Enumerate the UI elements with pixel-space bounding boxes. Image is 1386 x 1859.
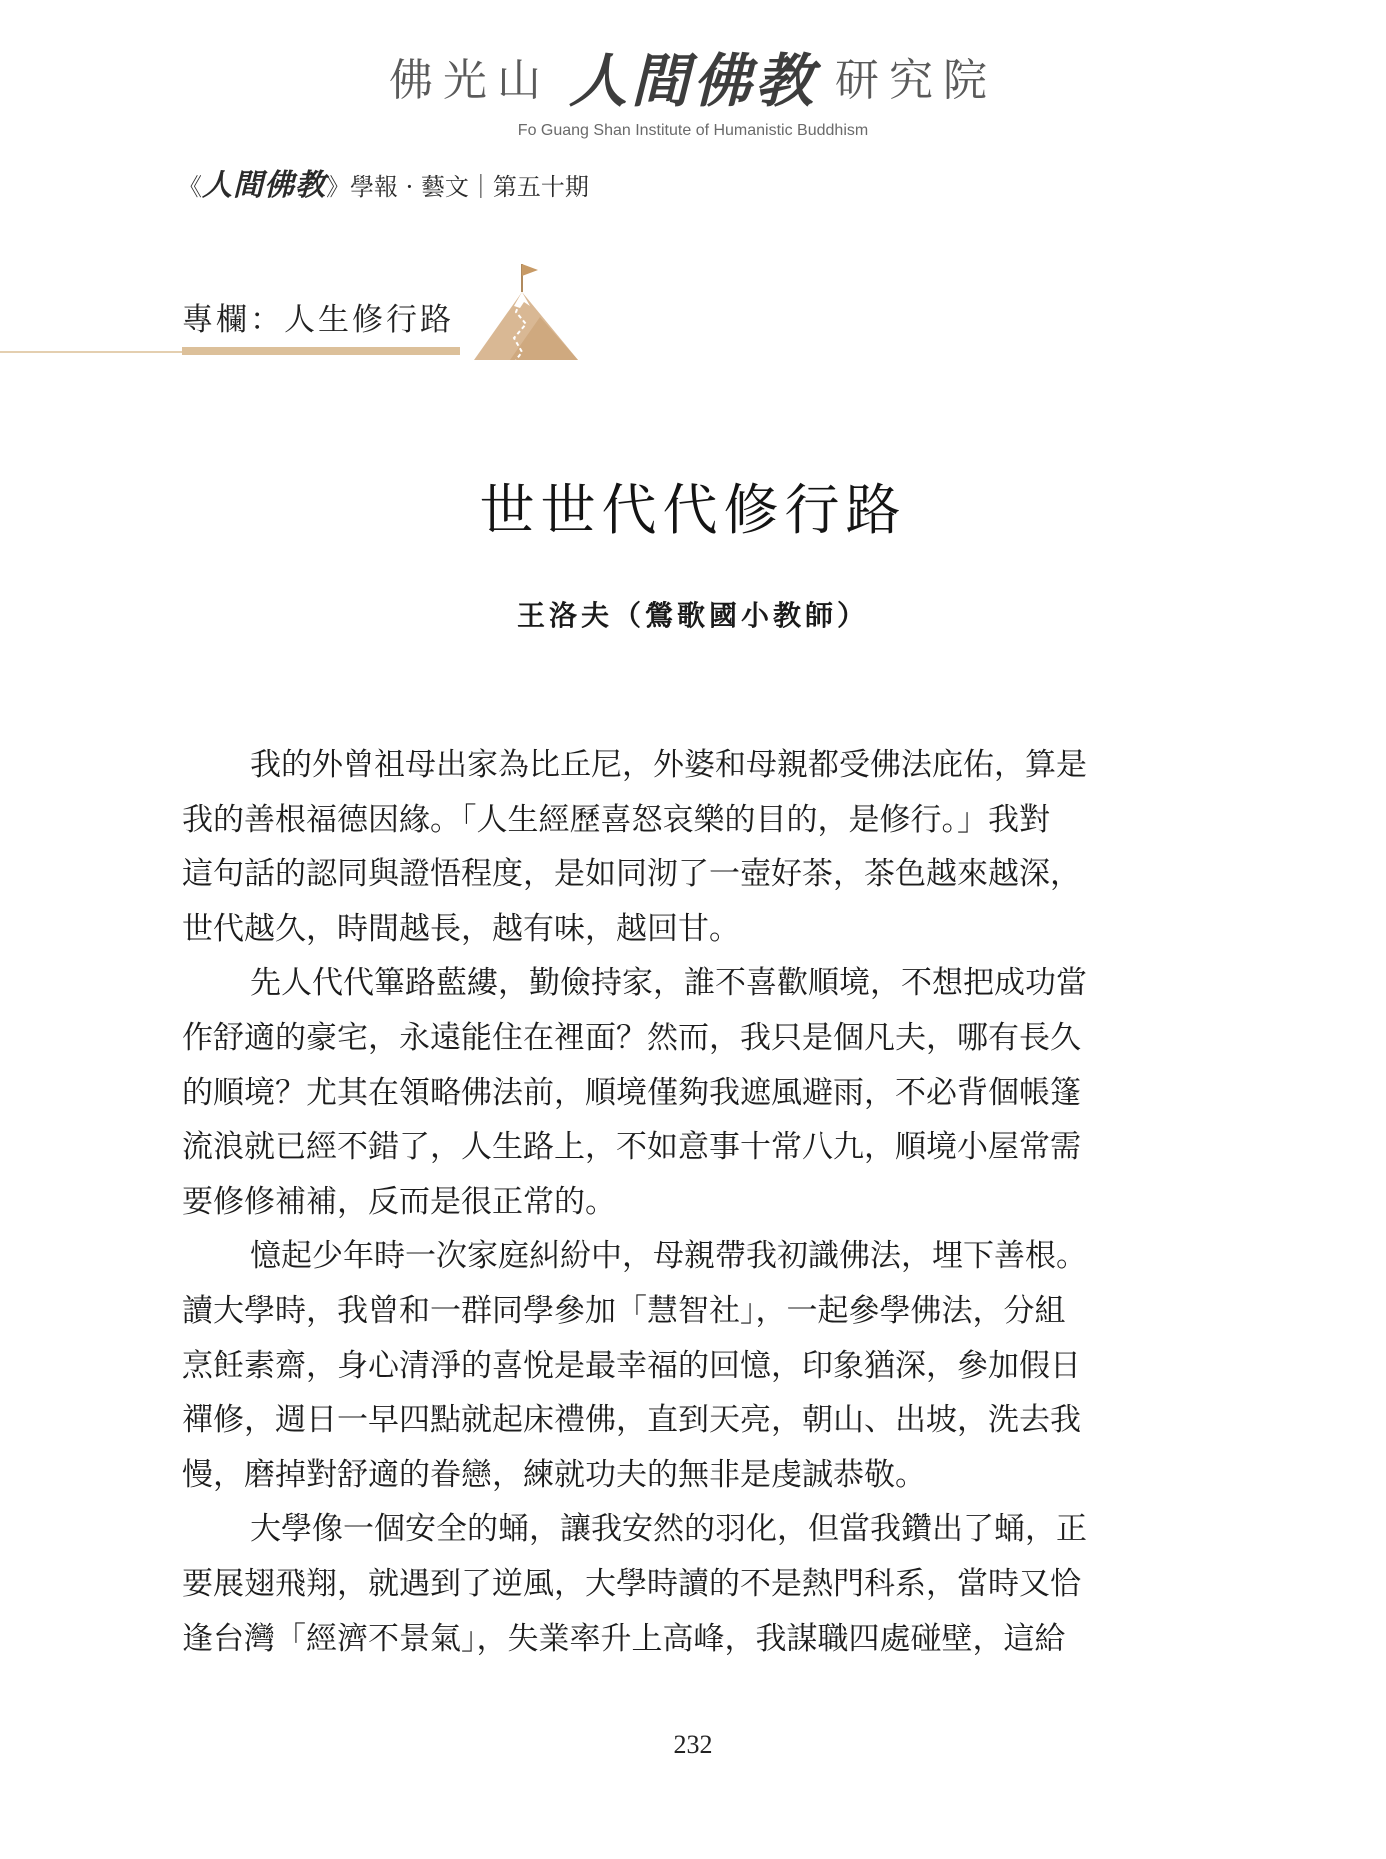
page-number: 232	[673, 1730, 713, 1759]
article-body	[182, 738, 1170, 1666]
body-line: 世代越久，時間越長，越有味，越回甘。	[182, 910, 740, 947]
body-line: 的順境？尤其在領略佛法前，順境僅夠我遮風避雨，不必背個帳篷	[182, 1074, 1081, 1111]
body-line: 這句話的認同與證悟程度，是如同沏了一壺好茶，茶色越來越深，	[182, 856, 1081, 893]
body-line: 作舒適的豪宅，永遠能住在裡面？然而，我只是個凡夫，哪有長久	[182, 1019, 1081, 1056]
body-line: 先人代代篳路藍縷，勤儉持家，誰不喜歡順境，不想把成功當	[250, 965, 1087, 1002]
brand-left-text: 佛光山	[388, 55, 551, 106]
body-line: 逢台灣「經濟不景氣」，失業率升上高峰，我謀職四處碰壁，這給	[182, 1620, 1066, 1657]
brand-script-text: 人間佛教	[568, 47, 817, 115]
body-line: 要修修補補，反而是很正常的。	[182, 1183, 616, 1220]
article-author: 王洛夫（鶯歌國小教師）	[516, 599, 869, 632]
body-line: 流浪就已經不錯了，人生路上，不如意事十常八九，順境小屋常需	[182, 1129, 1081, 1166]
institute-logo	[389, 34, 997, 118]
column-rule-thick	[182, 347, 460, 355]
column-label: 專欄：人生修行路	[182, 302, 454, 338]
body-line: 要展翅飛翔，就遇到了逆風，大學時讀的不是熱門科系，當時又恰	[182, 1565, 1081, 1602]
journal-script-name: 人間佛教	[202, 168, 326, 203]
mountain-flag-icon	[470, 262, 582, 362]
body-line: 慢，磨掉對舒適的眷戀，練就功夫的無非是虔誠恭敬。	[182, 1456, 926, 1493]
brand-right-text: 研究院	[835, 55, 997, 106]
body-line: 憶起少年時一次家庭糾紛中，母親帶我初識佛法，埋下善根。	[250, 1238, 1087, 1275]
column-rule-thin	[0, 351, 182, 353]
body-line: 讀大學時，我曾和一群同學參加「慧智社」，一起參學佛法，分組	[182, 1292, 1066, 1329]
journal-running-head	[178, 160, 589, 204]
institute-english-name: Fo Guang Shan Institute of Humanistic Buddhism	[517, 122, 869, 139]
body-line: 烹飪素齋，身心清淨的喜悅是最幸福的回憶，印象猶深，參加假日	[182, 1347, 1081, 1384]
body-line: 我的善根福德因緣。「人生經歷喜怒哀樂的目的，是修行。」我對	[182, 801, 1050, 838]
masthead	[0, 34, 1386, 140]
article-title: 世世代代修行路	[479, 478, 907, 542]
journal-open-bracket: 《	[178, 173, 202, 201]
body-line: 禪修，週日一早四點就起床禮佛，直到天亮，朝山、出坡，洗去我	[182, 1402, 1081, 1439]
journal-issue-text: 》學報 · 藝文｜第五十期	[326, 173, 589, 201]
body-line: 我的外曾祖母出家為比丘尼，外婆和母親都受佛法庇佑，算是	[250, 747, 1087, 783]
body-line: 大學像一個安全的蛹，讓我安然的羽化，但當我鑽出了蛹，正	[250, 1511, 1087, 1548]
